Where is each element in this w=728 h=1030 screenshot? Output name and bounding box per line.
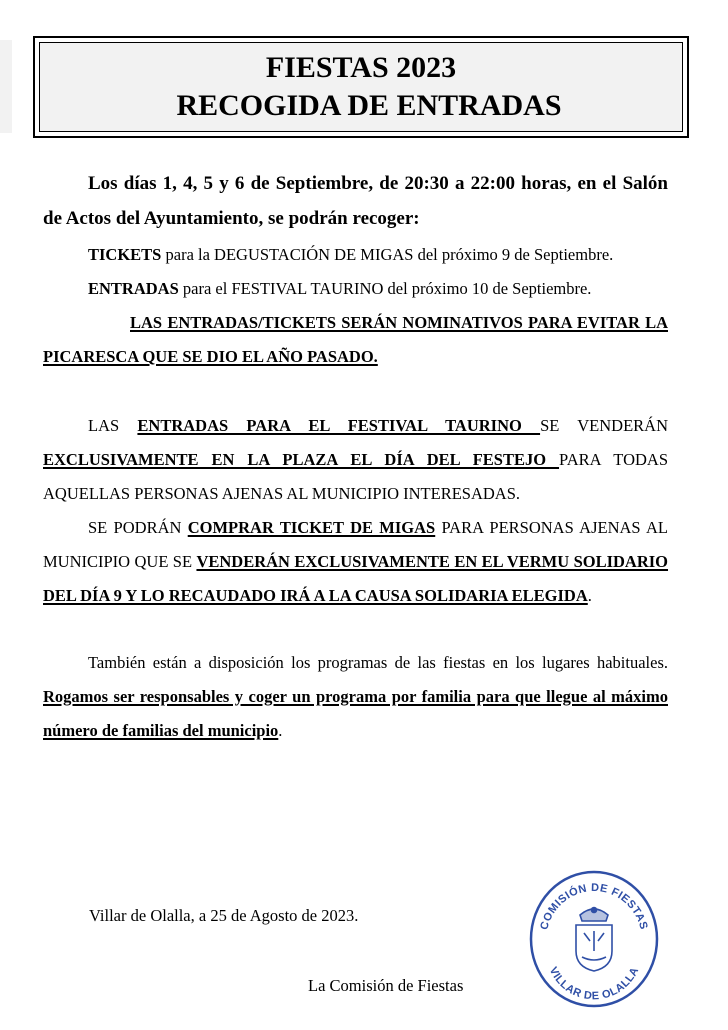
migas-mid: PARA PERSONAS AJENAS AL MUNICIPIO QUE SE (43, 518, 668, 571)
migas-underline-1: COMPRAR TICKET DE MIGAS (187, 518, 436, 537)
festival-post: PARA TODAS AQUELLAS PERSONAS AJENAS AL MUNICIPIO INTERESADAS. (43, 450, 668, 503)
programas-paragraph (43, 646, 668, 748)
entradas-text: para el FESTIVAL TAURINO del próximo 10 de Septiembre. (178, 279, 592, 298)
left-gray-strip (0, 40, 12, 133)
nominativos-paragraph (43, 306, 668, 374)
festival-paragraph (43, 409, 668, 511)
migas-paragraph (43, 511, 668, 613)
programas-underline: Rogamos ser responsables y coger un programa por familia para que llegue al máximo número de familias del municipio (43, 687, 668, 740)
coat-of-arms-icon (576, 908, 612, 972)
entradas-keyword: ENTRADAS (88, 279, 179, 298)
title-line-1: FIESTAS 2023 (265, 51, 457, 84)
signature-line: La Comisión de Fiestas (308, 976, 464, 995)
place-date: Villar de Olalla, a 25 de Agosto de 2023. (89, 906, 359, 925)
festival-underline-1: ENTRADAS PARA EL FESTIVAL TAURINO (137, 416, 541, 435)
title-box (33, 36, 689, 138)
migas-underline-2: VENDERÁN EXCLUSIVAMENTE EN EL VERMU SOLIDARIO DEL DÍA 9 Y LO RECAUDADO IRÁ A LA CAUSA SOLIDARIA ELEGIDA (43, 552, 669, 605)
nominativos-text: LAS ENTRADAS/TICKETS SERÁN NOMINATIVOS PARA EVITAR LA PICARESCA QUE SE DIO EL AÑO PASADO. (43, 313, 668, 366)
migas-post: . (587, 586, 592, 605)
title-line-2: RECOGIDA DE ENTRADAS (176, 89, 562, 122)
tickets-keyword: TICKETS (88, 245, 162, 264)
stamp-top-text: COMISIÓN DE FIESTAS (538, 881, 650, 932)
notice-body (43, 166, 668, 748)
festival-pre: LAS (88, 416, 138, 435)
festival-mid: SE VENDERÁN (540, 416, 669, 435)
title-box-inner (39, 42, 683, 132)
entradas-paragraph (43, 272, 668, 306)
programas-pre: También están a disposición los programas de las fiestas en los lugares habituales. (88, 653, 668, 672)
tickets-paragraph (43, 238, 668, 272)
festival-underline-2: EXCLUSIVAMENTE EN LA PLAZA EL DÍA DEL FESTEJO (43, 450, 560, 469)
programas-post: . (278, 721, 283, 740)
stamp-bottom-text: VILLAR DE OLALLA (546, 965, 642, 1003)
tickets-text: para la DEGUSTACIÓN DE MIGAS del próximo 9 de Septiembre. (161, 245, 614, 264)
commission-stamp (528, 869, 660, 1009)
migas-pre: SE PODRÁN (88, 518, 188, 537)
intro-paragraph: Los días 1, 4, 5 y 6 de Septiembre, de 20:30 a 22:00 horas, en el Salón de Actos del Ayuntamiento, se podrán recoger: (43, 173, 668, 229)
